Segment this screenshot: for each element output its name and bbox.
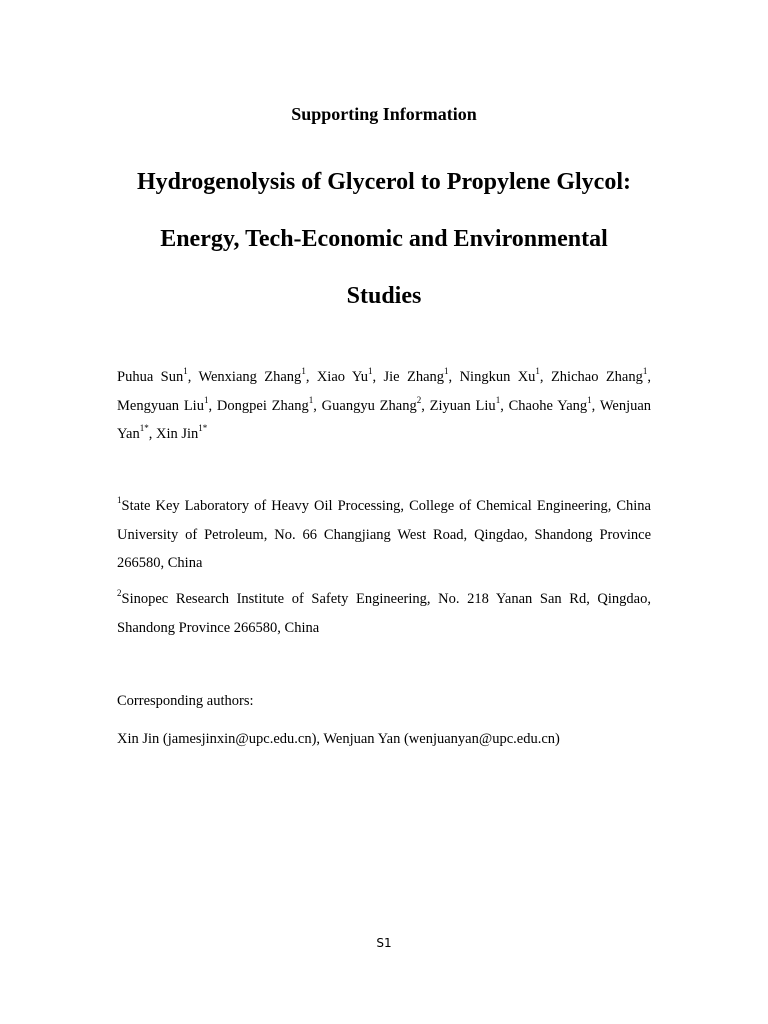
paper-title-line-1: Hydrogenolysis of Glycerol to Propylene Glycol: [137, 169, 631, 195]
author-affiliation-marker: 1 [367, 366, 373, 377]
author-separator: , [148, 426, 156, 442]
author-affiliation-marker: 1 [535, 366, 540, 377]
paper-title-line-3: Studies [346, 283, 422, 309]
author-separator: , [187, 369, 199, 385]
author-affiliation-marker: 1 [203, 394, 209, 405]
author-separator: , [647, 369, 651, 385]
affiliation-1 [117, 492, 651, 578]
author-name: Ningkun Xu [459, 369, 536, 385]
author-name: Wenxiang Zhang [198, 369, 302, 385]
affiliation-2-marker: 2 [117, 588, 122, 599]
author-separator: , [305, 369, 317, 385]
author-name: Zhichao Zhang [550, 369, 643, 385]
author-affiliation-marker: 1 [495, 394, 501, 405]
author-name: Xiao Yu [316, 369, 368, 385]
author-separator: , [500, 397, 509, 414]
author-separator: , [313, 397, 322, 414]
author-affiliation-marker: 1* [198, 423, 208, 434]
author-affiliation-marker: 1 [642, 366, 648, 377]
author-separator: , [539, 369, 551, 385]
author-name: Chaohe Yang [508, 397, 588, 414]
author-affiliation-marker: 1 [587, 394, 592, 405]
affiliation-2-text: Sinopec Research Institute of Safety Engineering, No. 218 Yanan San Rd, Qingdao, Shandong Province 266580, China [117, 591, 651, 636]
author-name: Wenjuan Yan [117, 397, 652, 442]
author-name: Jie Zhang [383, 369, 445, 385]
paper-title [100, 154, 668, 325]
author-name: Mengyuan Liu [117, 397, 204, 414]
corresponding-authors-contacts: Xin Jin (jamesjinxin@upc.edu.cn), Wenjuan Yan (wenjuanyan@upc.edu.cn) [117, 731, 560, 747]
author-name: Xin Jin [155, 426, 199, 442]
author-name: Ziyuan Liu [429, 397, 496, 414]
author-separator: , [421, 397, 430, 414]
author-list [117, 363, 651, 449]
author-separator: , [591, 397, 600, 414]
affiliation-1-text: State Key Laboratory of Heavy Oil Processing, College of Chemical Engineering, China University of Petroleum, No. 66 Changjiang West Road, Qingdao, Shandong Province 266580, China [117, 498, 651, 571]
author-affiliation-marker: 1 [183, 366, 188, 377]
author-affiliation-marker: 1 [301, 366, 306, 377]
author-name: Dongpei Zhang [216, 397, 309, 414]
supporting-information-label: Supporting Information [291, 104, 477, 124]
page-number: S1 [376, 936, 392, 950]
author-affiliation-marker: 1 [444, 366, 449, 377]
author-affiliation-marker: 1* [139, 423, 149, 434]
author-separator: , [448, 369, 460, 385]
author-name: Guangyu Zhang [321, 397, 417, 414]
author-separator: , [208, 397, 217, 414]
author-affiliation-marker: 1 [308, 394, 314, 405]
author-name: Puhua Sun [117, 369, 184, 385]
paper-title-line-2: Energy, Tech-Economic and Environmental [160, 226, 608, 252]
affiliation-1-marker: 1 [117, 495, 122, 506]
author-affiliation-marker: 2 [416, 394, 422, 405]
affiliation-2 [117, 585, 651, 642]
corresponding-authors-label: Corresponding authors: [117, 693, 254, 709]
author-separator: , [372, 369, 384, 385]
